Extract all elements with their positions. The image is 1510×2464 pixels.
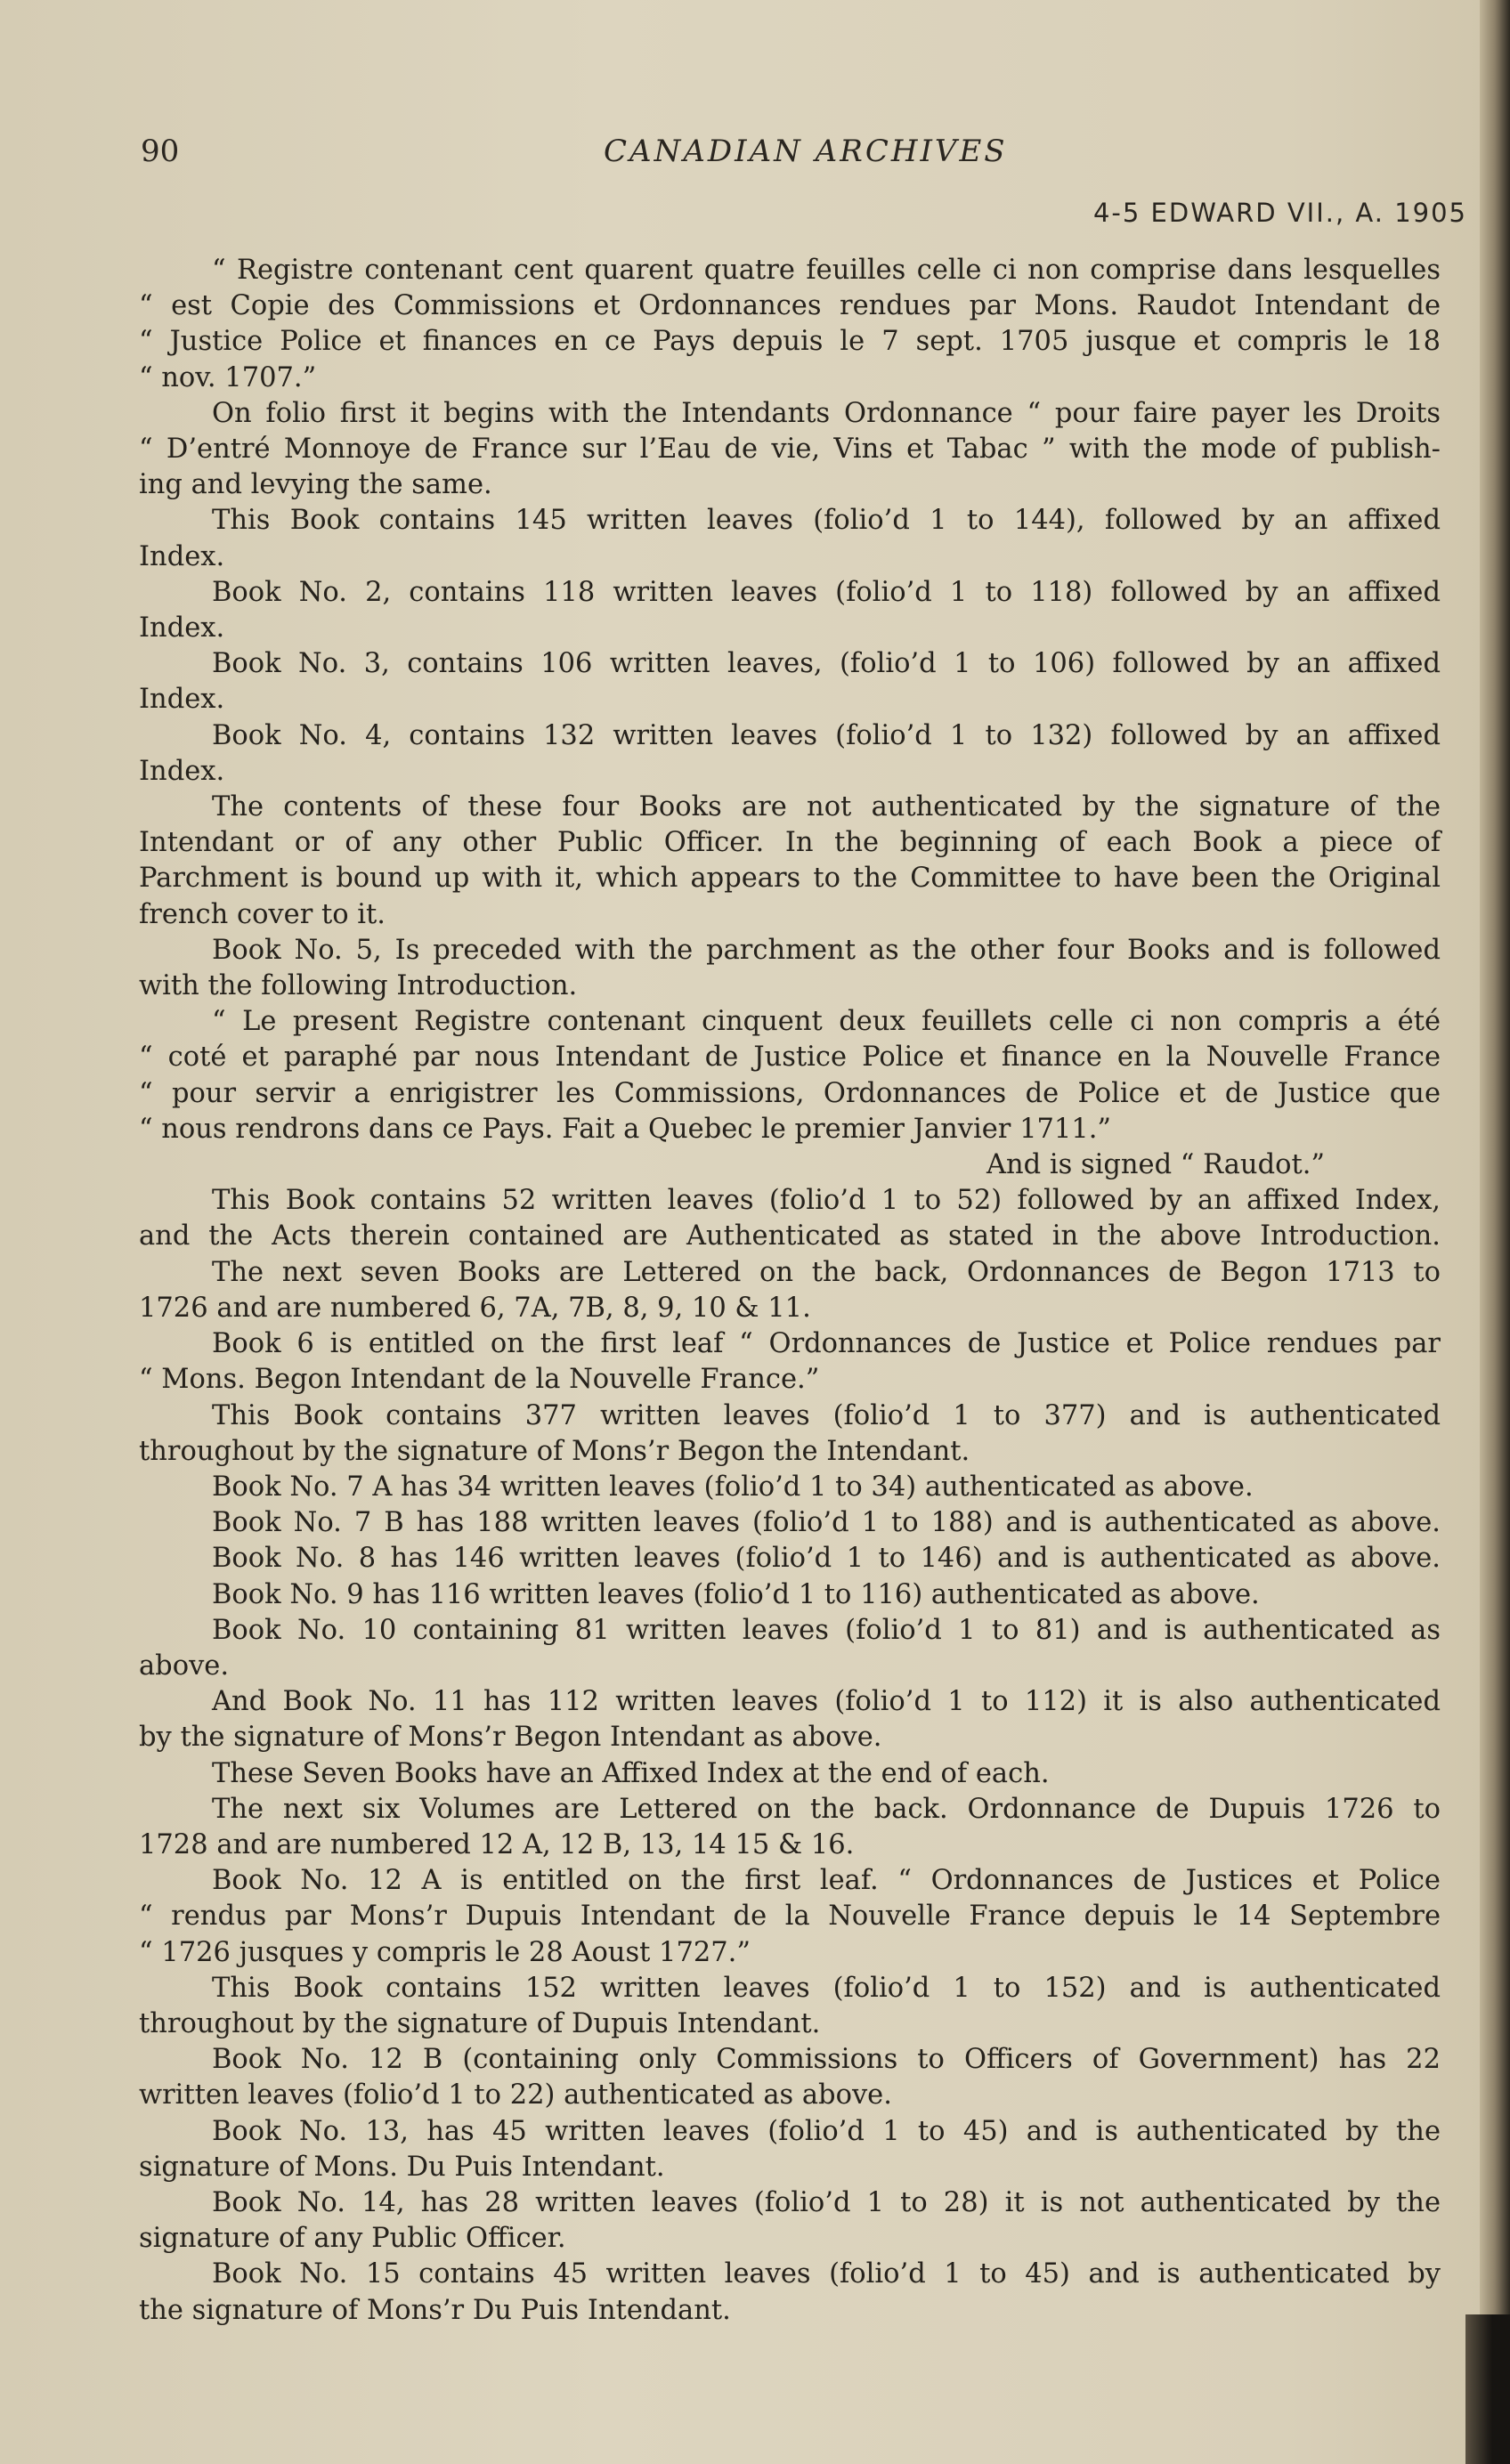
text-line: Book No. 10 containing 81 written leaves (folio’d 1 to 81) and is authenticated as (212, 1614, 1441, 1646)
text-line: “ Registre contenant cent quarent quatre feuilles celle ci non comprise dans lesquelles (212, 255, 1441, 286)
text-line: Book No. 4, contains 132 written leaves (folio’d 1 to 132) followed by an affixed (212, 719, 1441, 751)
text-line: Book No. 15 contains 45 written leaves (folio’d 1 to 45) and is authenticated by (212, 2258, 1441, 2290)
text-line: Book 6 is entitled on the first leaf “ Ordonnances de Justice et Police rendues par (212, 1328, 1441, 1360)
page-corner-shadow (1465, 2314, 1510, 2464)
text-line: Index. (139, 612, 225, 644)
text-line: french cover to it. (139, 898, 386, 930)
text-line: The next seven Books are Lettered on the back, Ordonnances de Begon 1713 to (212, 1256, 1441, 1288)
text-line: “ rendus par Mons’r Dupuis Intendant de la Nouvelle France depuis le 14 Septembre (139, 1901, 1441, 1933)
text-line: And Book No. 11 has 112 written leaves (folio’d 1 to 112) it is also authenticated (212, 1686, 1441, 1718)
text-line: This Book contains 52 written leaves (folio’d 1 to 52) followed by an affixed Index, (212, 1185, 1441, 1217)
text-line: Book No. 2, contains 118 written leaves (folio’d 1 to 118) followed by an affixed (212, 576, 1441, 608)
text-line: written leaves (folio’d 1 to 22) authenticated as above. (139, 2079, 892, 2111)
text-line: by the signature of Mons’r Begon Intendant as above. (139, 1722, 882, 1754)
text-line: Book No. 7 B has 188 written leaves (folio’d 1 to 188) and is authenticated as above. (212, 1507, 1441, 1539)
text-line: Book No. 14, has 28 written leaves (folio’d 1 to 28) it is not authenticated by the (212, 2186, 1441, 2218)
text-line: Book No. 9 has 116 written leaves (folio’d 1 to 116) authenticated as above. (212, 1578, 1260, 1610)
text-line: Book No. 12 A is entitled on the first leaf. “ Ordonnances de Justices et Police (212, 1865, 1441, 1897)
text-line: Intendant or of any other Public Officer. In the beginning of each Book a piece of (139, 827, 1441, 859)
text-line: and the Acts therein contained are Authenticated as stated in the above Introduction. (139, 1220, 1441, 1252)
text-line: 1728 and are numbered 12 A, 12 B, 13, 14 15 & 16. (139, 1828, 855, 1860)
text-line: “ D’entré Monnoye de France sur l’Eau de vie, Vins et Tabac ” with the mode of publish- (139, 434, 1441, 466)
text-line: On folio first it begins with the Intendants Ordonnance “ pour faire payer les Droits (212, 397, 1441, 429)
text-line: Parchment is bound up with it, which appears to the Committee to have been the Original (139, 863, 1441, 895)
text-line: This Book contains 145 written leaves (folio’d 1 to 144), followed by an affixed (212, 505, 1441, 537)
text-line: “ nov. 1707.” (139, 361, 317, 393)
text-line: with the following Introduction. (139, 970, 578, 1002)
text-line: These Seven Books have an Affixed Index at the end of each. (212, 1757, 1050, 1789)
text-line: “ nous rendrons dans ce Pays. Fait a Quebec le premier Janvier 1711.” (139, 1113, 1111, 1145)
text-line: Index. (139, 684, 225, 716)
text-line: throughout by the signature of Dupuis Intendant. (139, 2007, 821, 2039)
text-line: signature of any Public Officer. (139, 2223, 566, 2255)
text-line: signature of Mons. Du Puis Intendant. (139, 2151, 665, 2183)
edition-line: 4-5 EDWARD VII., A. 1905 (1092, 198, 1467, 228)
text-line: “ coté et paraphé par nous Intendant de Justice Police et finance en la Nouvelle France (139, 1042, 1441, 1074)
text-line: The contents of these four Books are not authenticated by the signature of the (212, 791, 1441, 823)
text-line: Book No. 7 A has 34 written leaves (folio’d 1 to 34) authenticated as above. (212, 1471, 1254, 1503)
page-edge-shadow (1480, 0, 1510, 2464)
page-number: 90 (141, 134, 180, 169)
text-line: “ Le present Registre contenant cinquent deux feuillets celle ci non compris a été (212, 1006, 1441, 1038)
text-line: Book No. 3, contains 106 written leaves, (folio’d 1 to 106) followed by an affixed (212, 648, 1441, 680)
text-line: 1726 and are numbered 6, 7A, 7B, 8, 9, 10 & 11. (139, 1292, 811, 1324)
running-title: CANADIAN ARCHIVES (604, 134, 1008, 169)
text-line: Book No. 5, Is preceded with the parchment as the other four Books and is followed (212, 934, 1441, 966)
text-line: Index. (139, 755, 225, 787)
body-text (139, 253, 1441, 2329)
text-line: This Book contains 152 written leaves (folio’d 1 to 152) and is authenticated (212, 1972, 1441, 2004)
text-line: the signature of Mons’r Du Puis Intendant. (139, 2294, 731, 2326)
page-header (141, 134, 1423, 178)
text-line: The next six Volumes are Lettered on the back. Ordonnance de Dupuis 1726 to (212, 1793, 1441, 1825)
text-line: “ est Copie des Commissions et Ordonnances rendues par Mons. Raudot Intendant de (139, 290, 1441, 322)
text-line: And is signed “ Raudot.” (986, 1149, 1325, 1181)
text-line: Book No. 13, has 45 written leaves (folio’d 1 to 45) and is authenticated by the (212, 2115, 1441, 2147)
text-line: This Book contains 377 written leaves (folio’d 1 to 377) and is authenticated (212, 1399, 1441, 1431)
text-line: Index. (139, 540, 225, 572)
text-line: Book No. 12 B (containing only Commissions to Officers of Government) has 22 (212, 2044, 1441, 2076)
text-line: ing and levying the same. (139, 469, 492, 501)
text-line: “ 1726 jusques y compris le 28 Aoust 1727.” (139, 1936, 751, 1968)
text-line: Book No. 8 has 146 written leaves (folio’d 1 to 146) and is authenticated as above. (212, 1543, 1441, 1575)
text-line: “ pour servir a enrigistrer les Commissions, Ordonnances de Police et de Justice que (139, 1077, 1441, 1109)
text-line: “ Justice Police et finances en ce Pays depuis le 7 sept. 1705 jusque et compris le 18 (139, 326, 1441, 358)
text-line: throughout by the signature of Mons’r Begon the Intendant. (139, 1435, 970, 1467)
text-line: above. (139, 1649, 230, 1682)
text-line: “ Mons. Begon Intendant de la Nouvelle France.” (139, 1364, 820, 1396)
